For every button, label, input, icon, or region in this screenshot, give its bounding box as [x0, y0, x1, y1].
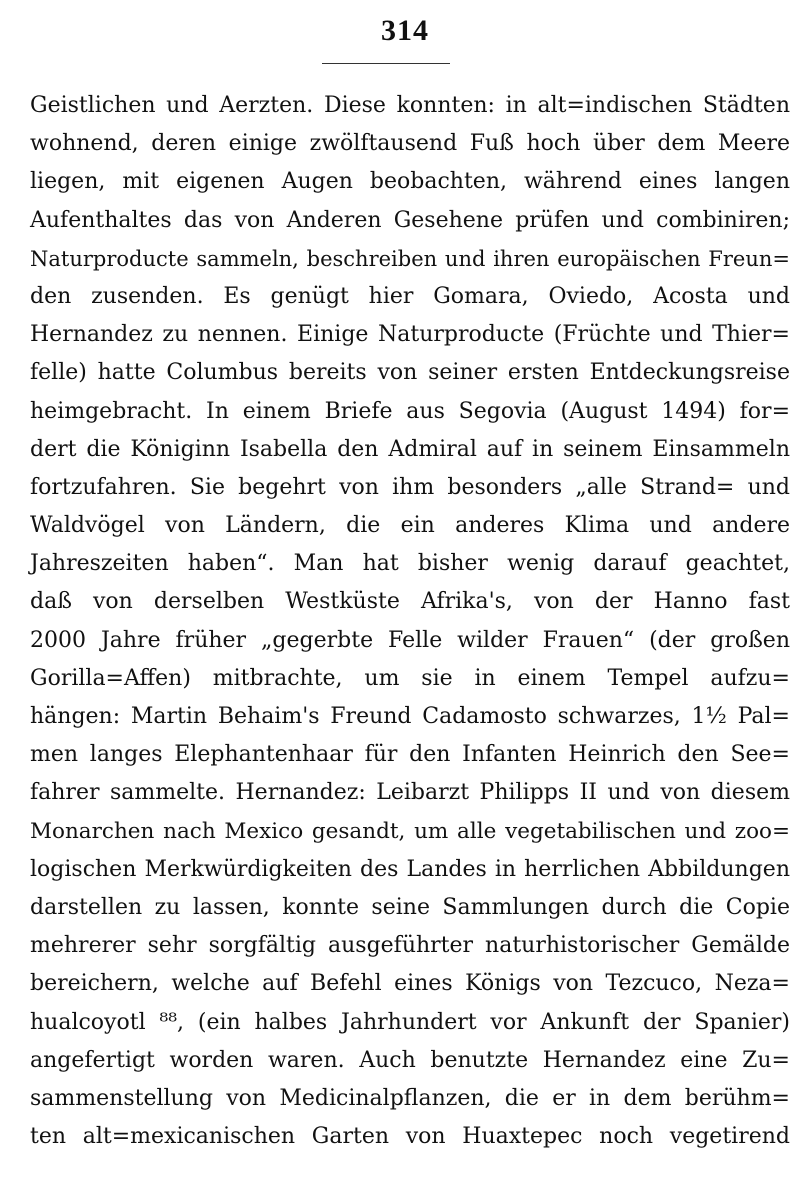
- text-line: bereichern, welche auf Befehl eines Königs von Tezcuco, Neza=: [30, 971, 790, 997]
- body-text: [30, 87, 790, 1156]
- page-number: 314: [381, 14, 429, 47]
- text-line: darstellen zu lassen, konnte seine Sammlungen durch die Copie: [30, 894, 790, 920]
- text-line: fahrer sammelte. Hernandez: Leibarzt Philipps II und von diesem: [30, 780, 790, 806]
- text-line: liegen, mit eigenen Augen beobachten, während eines langen: [30, 169, 790, 195]
- text-line: Hernandez zu nennen. Einige Naturproducte (Früchte und Thier=: [30, 322, 790, 348]
- text-line: Aufenthaltes das von Anderen Gesehene prüfen und combiniren;: [30, 207, 790, 233]
- header-rule: [322, 63, 450, 64]
- text-line: den zusenden. Es genügt hier Gomara, Oviedo, Acosta und: [30, 283, 790, 309]
- text-line: mehrerer sehr sorgfältig ausgeführter naturhistorischer Gemälde: [30, 933, 790, 959]
- text-line: men langes Elephantenhaar für den Infanten Heinrich den See=: [30, 742, 790, 768]
- text-line: Monarchen nach Mexico gesandt, um alle vegetabilischen und zoo=: [30, 818, 790, 844]
- text-line: heimgebracht. In einem Briefe aus Segovia (August 1494) for=: [30, 398, 790, 424]
- text-line: logischen Merkwürdigkeiten des Landes in herrlichen Abbildungen: [30, 856, 790, 882]
- text-line: daß von derselben Westküste Afrika's, von der Hanno fast: [30, 589, 790, 615]
- text-line: hängen: Martin Behaim's Freund Cadamosto schwarzes, 1½ Pal=: [30, 704, 790, 729]
- text-line: Geistlichen und Aerzten. Diese konnten: in alt=indischen Städten: [30, 93, 790, 118]
- text-line: Jahreszeiten haben“. Man hat bisher wenig darauf geachtet,: [30, 551, 790, 577]
- text-line: Naturproducte sammeln, beschreiben und ihren europäischen Freun=: [30, 246, 790, 271]
- text-line: ten alt=mexicanischen Garten von Huaxtepec noch vegetirend: [30, 1124, 790, 1150]
- text-line: wohnend, deren einige zwölftausend Fuß hoch über dem Meere: [30, 131, 790, 157]
- text-line: fortzufahren. Sie begehrt von ihm besonders „alle Strand= und: [30, 474, 790, 500]
- text-line: Waldvögel von Ländern, die ein anderes Klima und andere: [30, 513, 790, 539]
- text-line: angefertigt worden waren. Auch benutzte Hernandez eine Zu=: [30, 1047, 790, 1073]
- text-line: 2000 Jahre früher „gegerbte Felle wilder Frauen“ (der großen: [30, 627, 790, 653]
- text-line: dert die Königinn Isabella den Admiral auf in seinem Einsammeln: [30, 436, 790, 462]
- text-line: sammenstellung von Medicinalpflanzen, die er in dem berühm=: [30, 1085, 790, 1111]
- text-line: felle) hatte Columbus bereits von seiner ersten Entdeckungsreise: [30, 360, 790, 386]
- text-line: hualcoyotl ⁸⁸, (ein halbes Jahrhundert vor Ankunft der Spanier): [30, 1009, 790, 1035]
- text-line: Gorilla=Affen) mitbrachte, um sie in einem Tempel aufzu=: [30, 665, 790, 691]
